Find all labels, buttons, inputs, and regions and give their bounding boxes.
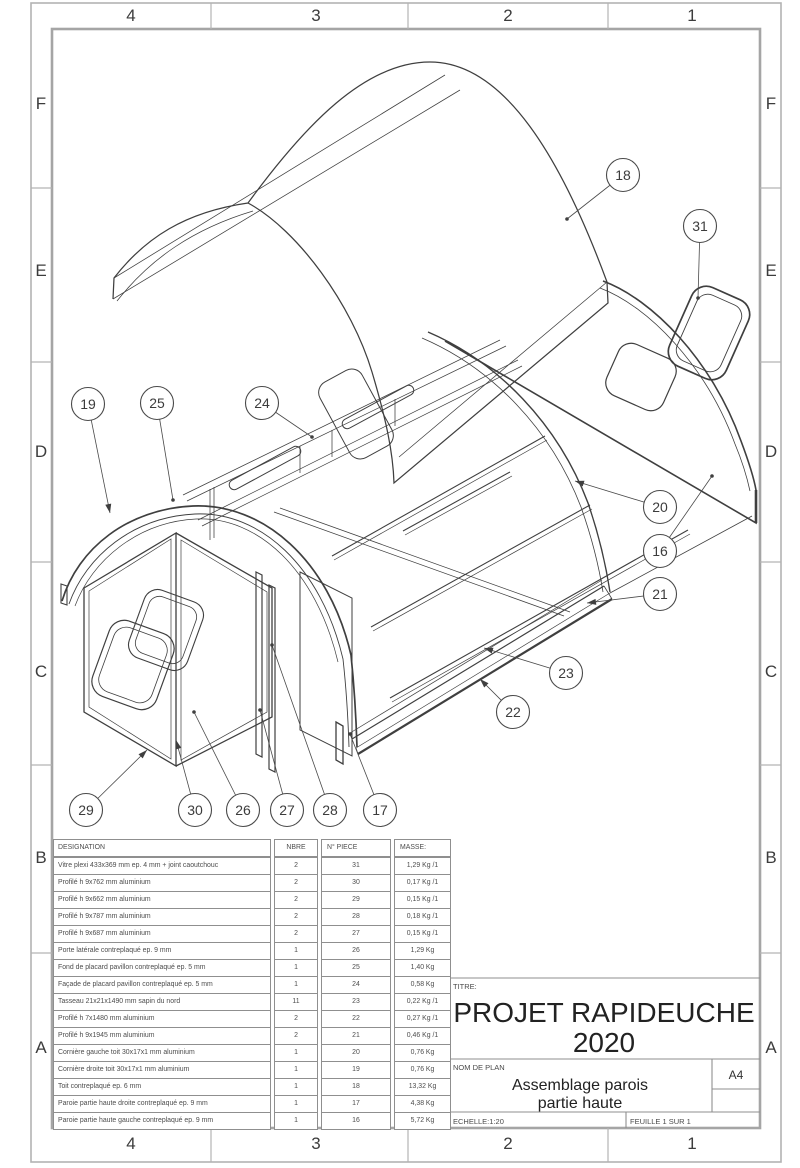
balloon-22: 22 (505, 704, 521, 720)
zone-row-c-right: C (764, 662, 778, 681)
bom-cell-mass: 4,38 Kg (394, 1095, 451, 1113)
bom-cell-mass: 0,46 Kg /1 (394, 1027, 451, 1045)
bom-cell-part-no: 21 (321, 1027, 391, 1045)
zone-col-3-bottom: 3 (311, 1134, 321, 1153)
zone-row-f-right: F (765, 94, 777, 113)
bom-cell-mass: 5,72 Kg (394, 1112, 451, 1130)
bom-cell-qty: 2 (274, 908, 318, 926)
balloon-31: 31 (692, 218, 708, 234)
floor-battens-23 (274, 436, 690, 702)
bom-cell-qty: 1 (274, 942, 318, 960)
bom-cell-mass: 1,40 Kg (394, 959, 451, 977)
roof-panel-18 (113, 62, 608, 483)
zone-col-4-top: 4 (126, 6, 136, 25)
bom-cell-qty: 2 (274, 1010, 318, 1028)
zone-col-2-top: 2 (503, 6, 513, 25)
balloon-17: 17 (372, 802, 388, 818)
bom-cell-part-no: 23 (321, 993, 391, 1011)
bom-cell-designation: Vitre plexi 433x369 mm ep. 4 mm + joint caoutchouc (53, 857, 271, 875)
bom-column-qty (274, 839, 318, 1130)
bom-header-part-no: N° PIECE (321, 839, 391, 857)
zone-col-2-bottom: 2 (503, 1134, 513, 1153)
bom-cell-qty: 2 (274, 891, 318, 909)
bom-cell-qty: 2 (274, 1027, 318, 1045)
balloon-25: 25 (149, 395, 165, 411)
bom-cell-part-no: 27 (321, 925, 391, 943)
bom-part-no-rows (321, 857, 391, 1130)
bom-cell-designation: Cornière gauche toit 30x17x1 mm aluminium (53, 1044, 271, 1062)
bom-qty-rows (274, 857, 318, 1130)
balloon-28: 28 (322, 802, 338, 818)
bom-cell-designation: Tasseau 21x21x1490 mm sapin du nord (53, 993, 271, 1011)
bom-column-mass (394, 839, 451, 1130)
bom-cell-part-no: 26 (321, 942, 391, 960)
balloon-29: 29 (78, 802, 94, 818)
balloon-18: 18 (615, 167, 631, 183)
bom-cell-part-no: 31 (321, 857, 391, 875)
zone-row-a-left: A (35, 1038, 47, 1057)
bom-cell-mass: 0,22 Kg /1 (394, 993, 451, 1011)
bom-cell-qty: 1 (274, 959, 318, 977)
bom-header-designation: DESIGNATION (53, 839, 271, 857)
bom-cell-part-no: 30 (321, 874, 391, 892)
bom-cell-part-no: 22 (321, 1010, 391, 1028)
plan-name-line1: Assemblage parois (511, 1077, 649, 1094)
bom-mass-rows (394, 857, 451, 1130)
bom-cell-qty: 2 (274, 925, 318, 943)
zone-col-3-top: 3 (311, 6, 321, 25)
bom-cell-qty: 1 (274, 1112, 318, 1130)
bom-cell-part-no: 29 (321, 891, 391, 909)
bom-cell-part-no: 16 (321, 1112, 391, 1130)
bom-cell-qty: 1 (274, 1078, 318, 1096)
titre-label: TITRE: (453, 982, 477, 991)
zone-row-f-left: F (35, 94, 47, 113)
zone-row-b-right: B (765, 848, 777, 867)
sheet-scale: ECHELLE:1:20 (453, 1117, 504, 1126)
project-year: 2020 (572, 1027, 636, 1058)
bom-cell-designation: Porte latérale contreplaqué ep. 9 mm (53, 942, 271, 960)
zone-row-d-right: D (764, 442, 778, 461)
zone-col-1-top: 1 (687, 6, 697, 25)
bom-cell-qty: 11 (274, 993, 318, 1011)
plan-name-line2: partie haute (537, 1095, 623, 1112)
bom-cell-mass: 0,27 Kg /1 (394, 1010, 451, 1028)
bom-cell-mass: 13,32 Kg (394, 1078, 451, 1096)
zone-col-4-bottom: 4 (126, 1134, 136, 1153)
bom-header-mass: MASSE: (394, 839, 451, 857)
bom-cell-designation: Toit contreplaqué ep. 6 mm (53, 1078, 271, 1096)
bom-cell-part-no: 17 (321, 1095, 391, 1113)
bom-cell-mass: 0,76 Kg (394, 1044, 451, 1062)
balloon-callouts (70, 159, 717, 827)
plan-label: NOM DE PLAN (453, 1063, 505, 1072)
bom-cell-part-no: 25 (321, 959, 391, 977)
balloon-19: 19 (80, 396, 96, 412)
zone-row-a-right: A (765, 1038, 777, 1057)
bom-cell-mass: 1,29 Kg (394, 942, 451, 960)
bom-cell-mass: 0,76 Kg (394, 1061, 451, 1079)
zone-row-e-right: E (765, 261, 777, 280)
zone-row-d-left: D (34, 442, 48, 461)
bom-cell-qty: 1 (274, 976, 318, 994)
zone-col-1-bottom: 1 (687, 1134, 697, 1153)
bom-cell-part-no: 28 (321, 908, 391, 926)
bom-cell-part-no: 24 (321, 976, 391, 994)
bom-column-part-no (321, 839, 391, 1130)
balloon-30: 30 (187, 802, 203, 818)
sheet-number: FEUILLE 1 SUR 1 (630, 1117, 691, 1126)
bom-cell-designation: Profilé h 9x1945 mm aluminium (53, 1027, 271, 1045)
balloon-23: 23 (558, 665, 574, 681)
bottom-rails-21-22 (350, 516, 752, 754)
parts-table (53, 839, 451, 1130)
bom-cell-mass: 0,17 Kg /1 (394, 874, 451, 892)
balloon-21: 21 (652, 586, 668, 602)
bom-cell-designation: Paroie partie haute droite contreplaqué ep. 9 mm (53, 1095, 271, 1113)
bom-header-qty: NBRE (274, 839, 318, 857)
title-block-text (453, 982, 755, 1126)
body-right-arch-20 (422, 332, 610, 592)
sheet-format: A4 (728, 1068, 744, 1082)
bom-cell-designation: Profilé h 9x687 mm aluminium (53, 925, 271, 943)
bom-cell-designation: Profilé h 9x787 mm aluminium (53, 908, 271, 926)
bom-cell-mass: 0,15 Kg /1 (394, 925, 451, 943)
bom-cell-part-no: 18 (321, 1078, 391, 1096)
bom-column-designation (53, 839, 271, 1130)
balloon-16: 16 (652, 543, 668, 559)
bom-cell-qty: 1 (274, 1044, 318, 1062)
cupboard-structure-24-25 (183, 340, 522, 540)
zone-row-e-left: E (35, 261, 47, 280)
bom-cell-qty: 2 (274, 874, 318, 892)
window-frame-31 (663, 281, 755, 385)
balloon-27: 27 (279, 802, 295, 818)
balloon-26: 26 (235, 802, 251, 818)
bom-cell-qty: 1 (274, 1061, 318, 1079)
bom-cell-designation: Fond de placard pavillon contreplaqué ep. 5 mm (53, 959, 271, 977)
bom-cell-mass: 0,15 Kg /1 (394, 891, 451, 909)
bom-cell-part-no: 19 (321, 1061, 391, 1079)
zone-row-b-left: B (35, 848, 47, 867)
bom-cell-designation: Profilé h 9x662 mm aluminium (53, 891, 271, 909)
bom-cell-mass: 1,29 Kg /1 (394, 857, 451, 875)
bom-cell-mass: 0,58 Kg (394, 976, 451, 994)
bom-cell-designation: Profilé h 7x1480 mm aluminium (53, 1010, 271, 1028)
bom-cell-designation: Cornière droite toit 30x17x1 mm aluminium (53, 1061, 271, 1079)
right-wall-16 (445, 281, 756, 523)
balloon-24: 24 (254, 395, 270, 411)
bom-cell-qty: 1 (274, 1095, 318, 1113)
bom-cell-designation: Façade de placard pavillon contreplaqué ep. 5 mm (53, 976, 271, 994)
bom-cell-part-no: 20 (321, 1044, 391, 1062)
bom-cell-mass: 0,18 Kg /1 (394, 908, 451, 926)
bom-cell-designation: Profilé h 9x762 mm aluminium (53, 874, 271, 892)
project-title: PROJET RAPIDEUCHE (453, 997, 755, 1028)
bom-designation-rows (53, 857, 271, 1130)
bom-cell-designation: Paroie partie haute gauche contreplaqué ep. 9 mm (53, 1112, 271, 1130)
bom-cell-qty: 2 (274, 857, 318, 875)
balloon-20: 20 (652, 499, 668, 515)
leader-lines (86, 175, 712, 810)
zone-row-c-left: C (34, 662, 48, 681)
